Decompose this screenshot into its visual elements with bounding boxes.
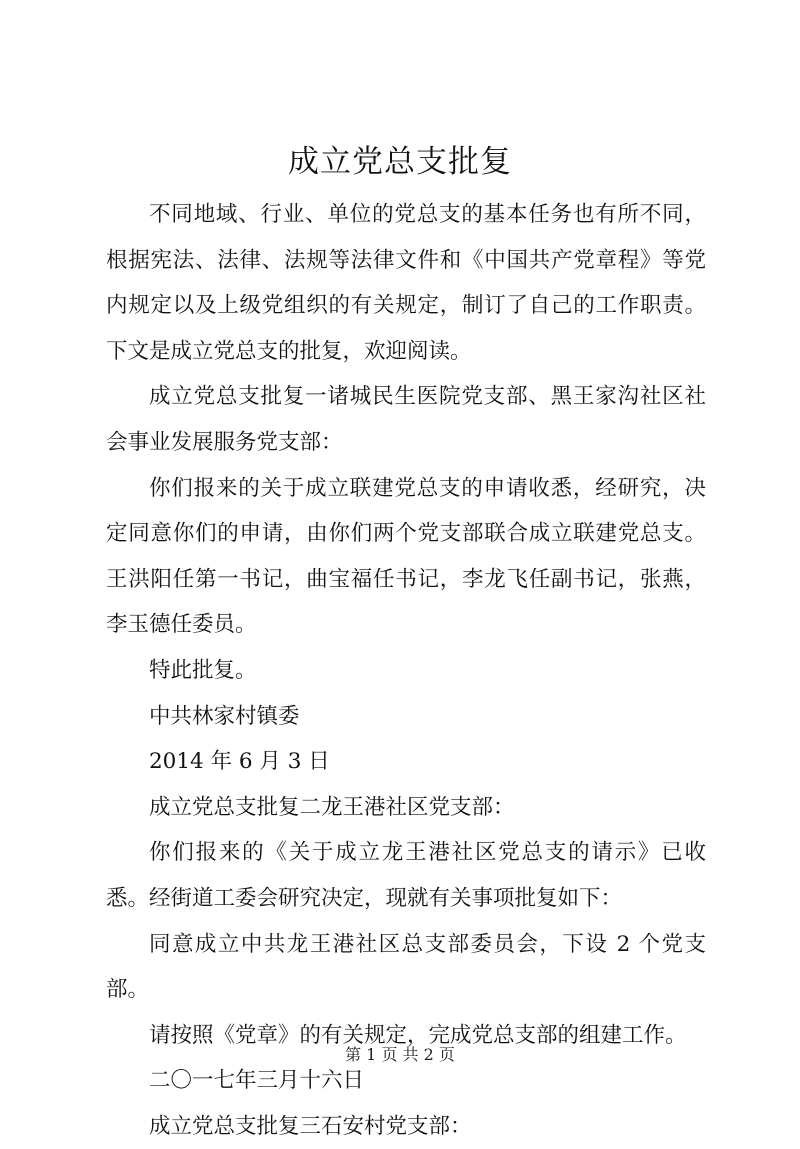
paragraph-reply-three-heading: 成立党总支批复三石安村党支部： [149,1113,472,1139]
paragraph-reply-two-body: 你们报来的《关于成立龙王港社区党总支的请示》已收悉。经街道工委会研究决定，现就有关事项批复如下： [106,840,706,911]
paragraph-intro: 不同地域、行业、单位的党总支的基本任务也有所不同，根据宪法、法律、法规等法律文件和《中国共产党章程》等党内规定以及上级党组织的有关规定，制订了自己的工作职责。下文是成立党总支的批复，欢迎阅读。 [106,202,706,364]
paragraph-reply-one-closing: 特此批复。 [149,657,257,683]
page-number-footer: 第 1 页 共 2 页 [345,1045,455,1064]
document-title: 成立党总支批复 [288,144,512,180]
paragraph-reply-one-body: 你们报来的关于成立联建党总支的申请收悉，经研究，决定同意你们的申请，由你们两个党支部联合成立联建党总支。王洪阳任第一书记，曲宝福任书记，李龙飞任副书记，张燕，李玉德任委员。 [106,475,706,638]
paragraph-reply-one-heading: 成立党总支批复一诸城民生医院党支部、黑王家沟社区社会事业发展服务党支部： [106,384,706,455]
paragraph-reply-two-approval: 同意成立中共龙王港社区总支部委员会，下设 2 个党支部。 [106,931,706,1003]
document-body [106,192,706,1149]
paragraph-reply-two-instruction: 请按照《党章》的有关规定，完成党总支部的组建工作。 [149,1022,687,1048]
paragraph-reply-one-issuer: 中共林家村镇委 [149,703,300,729]
paragraph-reply-two-date: 二〇一七年三月十六日 [149,1068,365,1094]
paragraph-reply-one-date: 2014 年 6 月 3 日 [149,749,330,775]
paragraph-reply-two-heading: 成立党总支批复二龙王港社区党支部： [149,794,515,820]
